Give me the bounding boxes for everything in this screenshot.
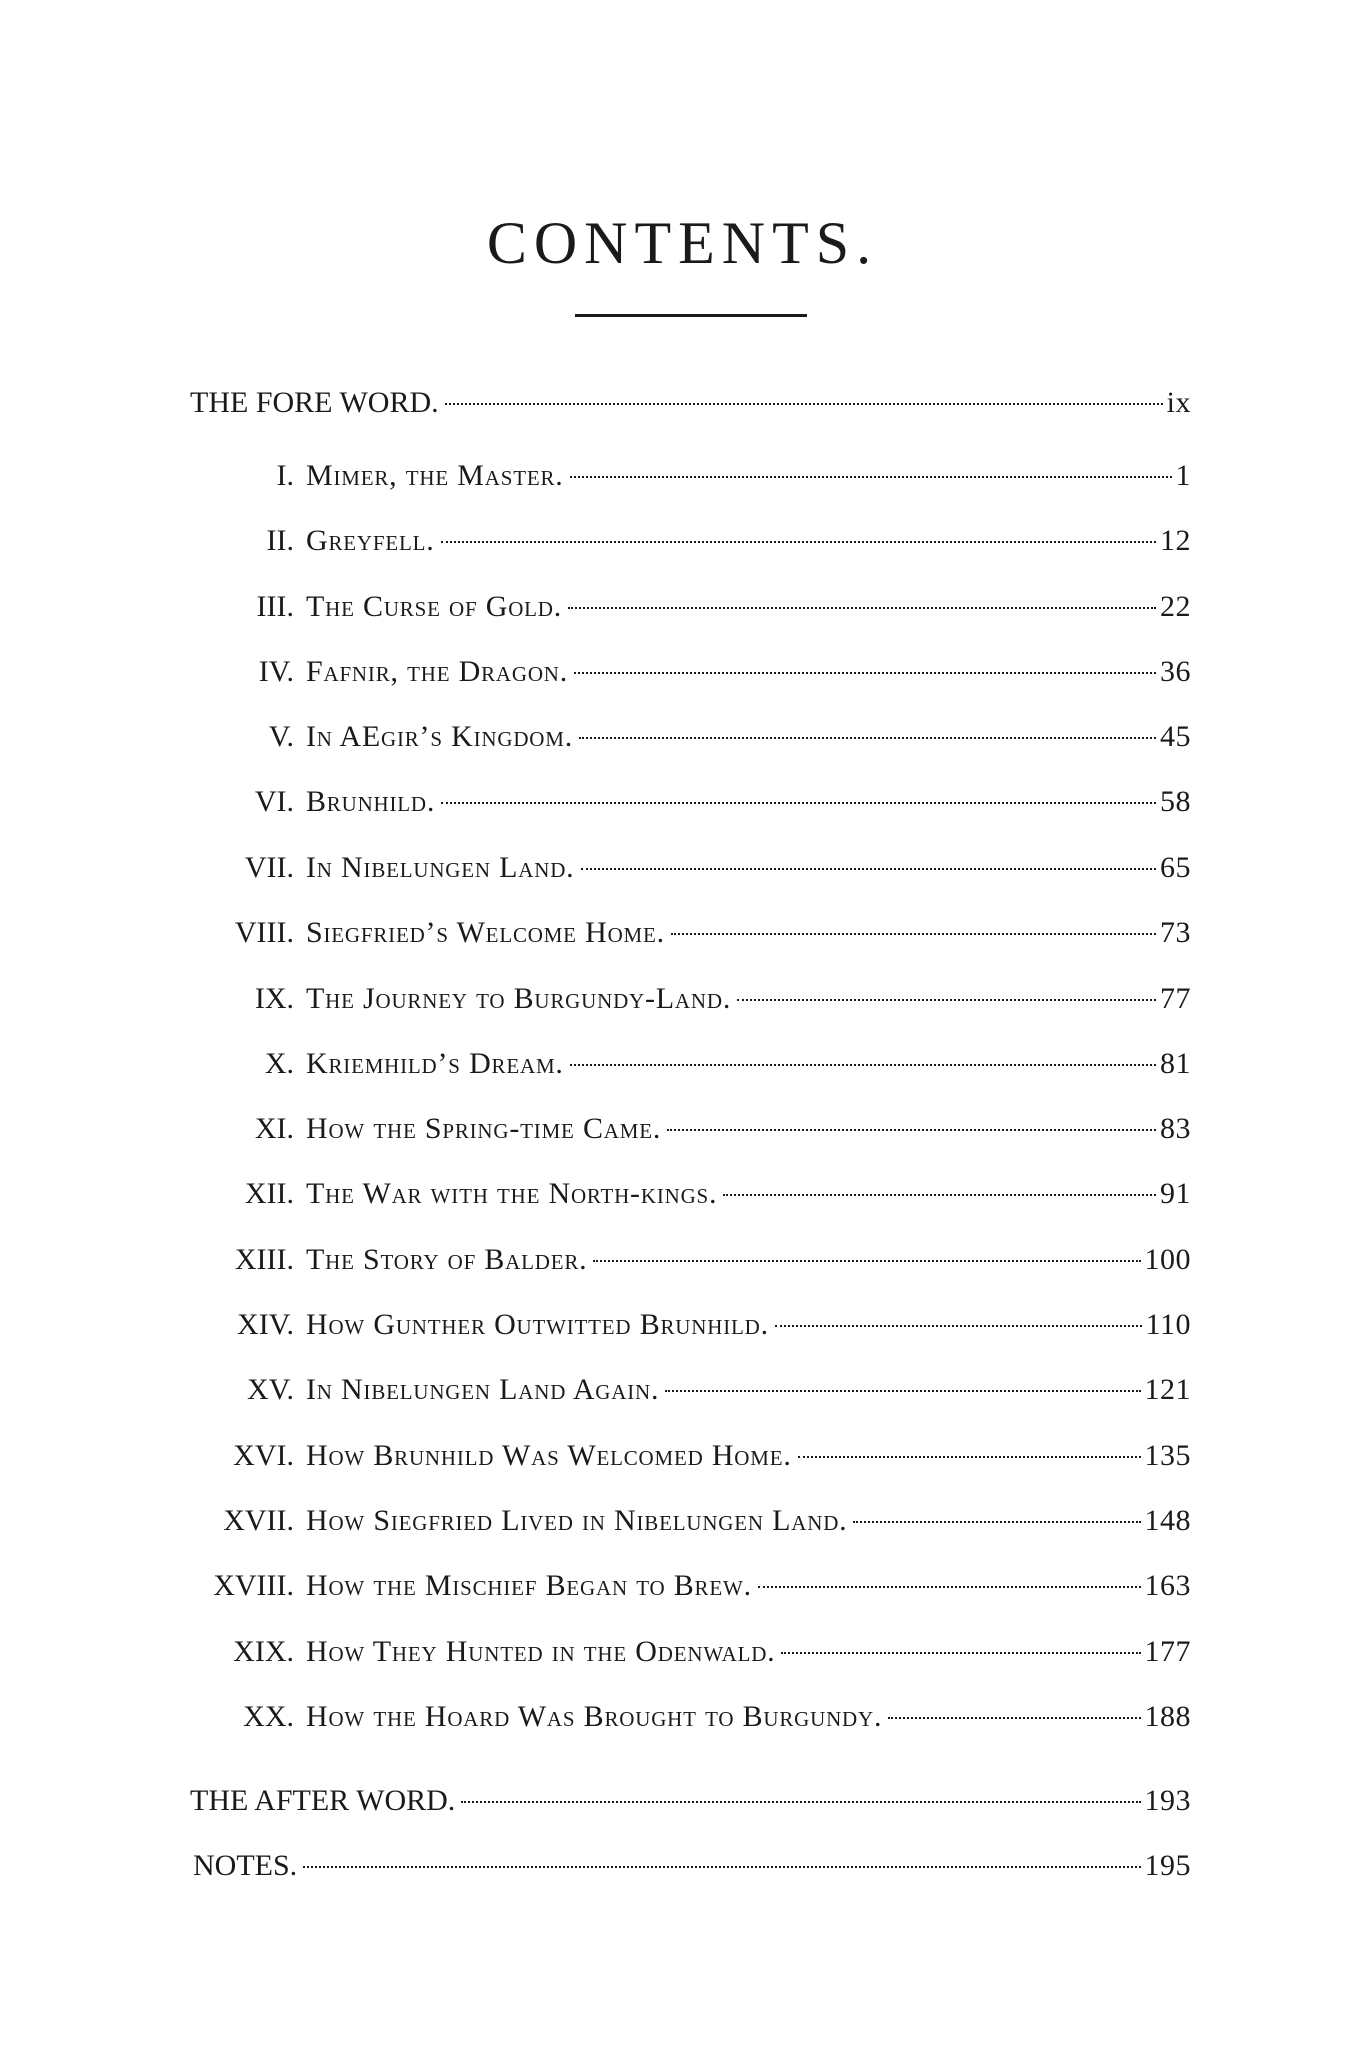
entry-title: NOTES. <box>193 1849 298 1882</box>
chapter-title: Mimer, the Master. <box>306 459 564 492</box>
page-number: 58 <box>1160 785 1191 818</box>
chapter-number: III. <box>256 590 294 623</box>
toc-entry-chapter[interactable] <box>0 847 1365 891</box>
page-number: 195 <box>1144 1849 1191 1882</box>
dot-leader <box>758 1586 1141 1588</box>
chapter-title: In Nibelungen Land Again. <box>306 1373 660 1406</box>
chapter-title: The War with the North-kings. <box>306 1177 718 1210</box>
page-number: 121 <box>1144 1373 1191 1406</box>
chapter-title: Brunhild. <box>306 785 436 818</box>
dot-leader <box>574 672 1156 674</box>
chapter-number: XIX. <box>233 1635 294 1668</box>
page-number: 1 <box>1175 459 1191 492</box>
chapter-number: VII. <box>244 851 294 884</box>
page-number: 177 <box>1144 1635 1191 1668</box>
chapter-title: How Gunther Outwitted Brunhild. <box>306 1308 769 1341</box>
toc-entry-chapter[interactable] <box>0 781 1365 825</box>
toc-entry-chapter[interactable] <box>0 455 1365 499</box>
chapter-title: Siegfried’s Welcome Home. <box>306 916 665 949</box>
chapter-title: How the Hoard Was Brought to Burgundy. <box>306 1700 883 1733</box>
toc-entry-chapter[interactable] <box>0 716 1365 760</box>
page-number: 83 <box>1160 1112 1191 1145</box>
toc-entry-chapter[interactable] <box>0 1173 1365 1217</box>
dot-leader <box>775 1325 1142 1327</box>
toc-entry-chapter[interactable] <box>0 1435 1365 1479</box>
toc-entry-chapter[interactable] <box>0 651 1365 695</box>
toc-entry-chapter[interactable] <box>0 1369 1365 1413</box>
toc-entry-chapter[interactable] <box>0 1304 1365 1348</box>
dot-leader <box>445 403 1163 405</box>
chapter-title: The Curse of Gold. <box>306 590 563 623</box>
dot-leader <box>568 607 1156 609</box>
dot-leader <box>441 802 1156 804</box>
chapter-number: XIII. <box>234 1243 294 1276</box>
chapter-title: In AEgir’s Kingdom. <box>306 720 574 753</box>
dot-leader <box>667 1129 1156 1131</box>
dot-leader <box>671 933 1156 935</box>
dot-leader <box>798 1456 1141 1458</box>
dot-leader <box>570 476 1172 478</box>
chapter-number: V. <box>268 720 294 753</box>
chapter-title: In Nibelungen Land. <box>306 851 575 884</box>
dot-leader <box>723 1194 1156 1196</box>
page-number: 12 <box>1160 524 1191 557</box>
chapter-title: How Brunhild Was Welcomed Home. <box>306 1439 792 1472</box>
chapter-title: Greyfell. <box>306 524 435 557</box>
dot-leader <box>441 541 1156 543</box>
chapter-number: IV. <box>258 655 294 688</box>
toc-entry-chapter[interactable] <box>0 1108 1365 1152</box>
page-number: 148 <box>1144 1504 1191 1537</box>
page-number: ix <box>1166 386 1191 419</box>
toc-entry-chapter[interactable] <box>0 1565 1365 1609</box>
chapter-number: XV. <box>247 1373 294 1406</box>
chapter-number: VIII. <box>234 916 294 949</box>
entry-title: THE AFTER WORD. <box>190 1784 456 1817</box>
dot-leader <box>579 737 1156 739</box>
page-number: 110 <box>1145 1308 1191 1341</box>
dot-leader <box>461 1801 1140 1803</box>
dot-leader <box>737 999 1156 1001</box>
toc-entry-chapter[interactable] <box>0 586 1365 630</box>
page-title: CONTENTS. <box>486 210 879 276</box>
dot-leader <box>593 1260 1140 1262</box>
chapter-number: XVI. <box>233 1439 294 1472</box>
chapter-number: XII. <box>244 1177 294 1210</box>
dot-leader <box>781 1652 1140 1654</box>
page-number: 100 <box>1144 1243 1191 1276</box>
chapter-number: XVII. <box>223 1504 294 1537</box>
toc-entry-chapter[interactable] <box>0 1239 1365 1283</box>
toc-entry-fore-word[interactable] <box>0 382 1365 426</box>
toc-entry-chapter[interactable] <box>0 1631 1365 1675</box>
chapter-title: How They Hunted in the Odenwald. <box>306 1635 776 1668</box>
chapter-title: How Siegfried Lived in Nibelungen Land. <box>306 1504 848 1537</box>
dot-leader <box>303 1866 1140 1868</box>
dot-leader <box>581 868 1157 870</box>
chapter-number: XI. <box>254 1112 294 1145</box>
page-number: 65 <box>1160 851 1191 884</box>
chapter-number: II. <box>266 524 294 557</box>
chapter-title: The Story of Balder. <box>306 1243 588 1276</box>
chapter-number: XX. <box>243 1700 294 1733</box>
chapter-number: IX. <box>254 982 294 1015</box>
chapter-number: VI. <box>254 785 294 818</box>
chapter-number: I. <box>276 459 294 492</box>
chapter-title: How the Mischief Began to Brew. <box>306 1569 752 1602</box>
page-number: 193 <box>1144 1784 1191 1817</box>
toc-entry-after-word[interactable] <box>0 1780 1365 1824</box>
toc-entry-chapter[interactable] <box>0 1696 1365 1740</box>
toc-entry-chapter[interactable] <box>0 978 1365 1022</box>
page-number: 73 <box>1160 916 1191 949</box>
page-number: 163 <box>1144 1569 1191 1602</box>
chapter-number: XIV. <box>237 1308 294 1341</box>
dot-leader <box>570 1064 1156 1066</box>
dot-leader <box>665 1390 1140 1392</box>
toc-entry-chapter[interactable] <box>0 1500 1365 1544</box>
entry-title: THE FORE WORD. <box>190 386 439 419</box>
page-number: 135 <box>1144 1439 1191 1472</box>
page-number: 22 <box>1160 590 1191 623</box>
toc-entry-chapter[interactable] <box>0 912 1365 956</box>
chapter-title: How the Spring-time Came. <box>306 1112 662 1145</box>
toc-entry-chapter[interactable] <box>0 520 1365 564</box>
chapter-number: X. <box>264 1047 294 1080</box>
page-number: 77 <box>1160 982 1191 1015</box>
dot-leader <box>888 1717 1140 1719</box>
dot-leader <box>853 1521 1140 1523</box>
page-number: 36 <box>1160 655 1191 688</box>
chapter-number: XVIII. <box>213 1569 294 1602</box>
page-number: 81 <box>1160 1047 1191 1080</box>
toc-entry-chapter[interactable] <box>0 1043 1365 1087</box>
page-number: 45 <box>1160 720 1191 753</box>
chapter-title: The Journey to Burgundy-Land. <box>306 982 732 1015</box>
toc-entry-notes[interactable] <box>0 1845 1365 1889</box>
page-number: 91 <box>1160 1177 1191 1210</box>
chapter-title: Kriemhild’s Dream. <box>306 1047 564 1080</box>
chapter-title: Fafnir, the Dragon. <box>306 655 569 688</box>
page-number: 188 <box>1144 1700 1191 1733</box>
